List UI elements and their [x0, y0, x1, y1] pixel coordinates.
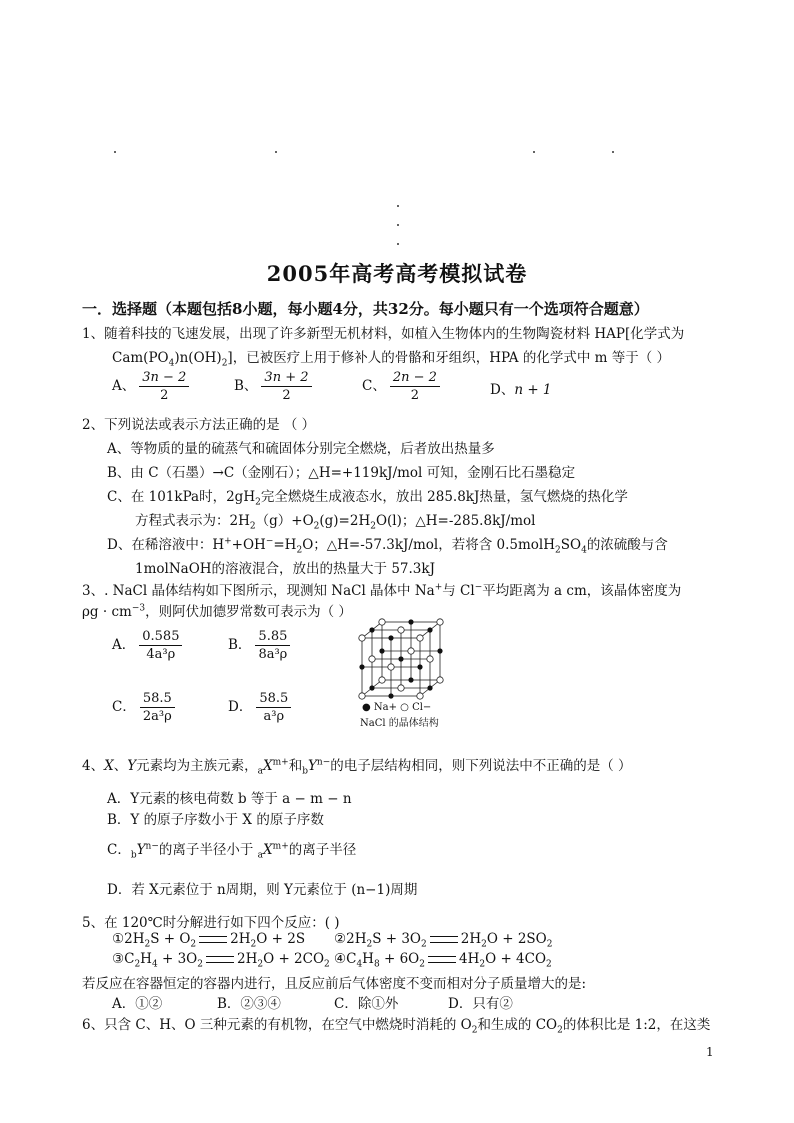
decorative-dot — [397, 224, 399, 226]
q1-option-b[interactable]: B、 $\frac{3n + 2}{2}$ — [234, 369, 316, 404]
q4-option-b[interactable]: B．Y 的原子序数小于 X 的原子序数 — [107, 812, 324, 828]
decorative-dot — [533, 151, 535, 153]
q1-option-c[interactable]: C、 $\frac{2n - 2}{2}$ — [362, 369, 444, 404]
q1-option-d[interactable]: D、n + 1 — [490, 382, 552, 398]
q5-option-b[interactable]: B．②③④ — [217, 996, 281, 1012]
page-title: 2005年高考高考模拟试卷 — [266, 261, 528, 286]
q5-option-c[interactable]: C．除①外 — [334, 996, 399, 1012]
decorative-dot — [114, 151, 116, 153]
q6-stem-line1: 6、只含 C、H、O 三种元素的有机物，在空气中燃烧时消耗的 $O_2$和生成的 $CO_2$的体积比是 1:2，在这类 — [82, 1017, 711, 1036]
q3-option-c[interactable]: C． $\frac{58.5}{\text{2a³ρ}}$ — [112, 690, 179, 725]
q4-stem: 4、X、Y元素均为主族元素，$_aX^{m+}$和$_bY^{n-}$的电子层结构相同，则下列说法中不正确的是（ ） — [82, 757, 632, 777]
q5-reaction-1: $①2H_2S + O_2$ $2H_2O + 2S$ — [112, 931, 306, 950]
q2-option-d-line1[interactable]: D、在稀溶液中：$H^++OH^-=H_2O$；△H=-57.3kJ/mol，若将含 $0.5molH_2SO_4$的浓硫酸与含 — [107, 536, 668, 556]
q3-option-a[interactable]: A． $\frac{0.585}{\text{4a³ρ}}$ — [112, 628, 186, 663]
q2-option-c-line1[interactable]: C、在 101kPa时，$2gH_2$完全燃烧生成液态水，放出 285.8kJ热量，氢气燃烧的热化学 — [107, 489, 628, 508]
q4-option-a[interactable]: A．Y元素的核电荷数 b 等于 a − m − n — [107, 791, 352, 807]
q2-option-a[interactable]: A、等物质的量的硫蒸气和硫固体分别完全燃烧，后者放出热量多 — [107, 441, 495, 457]
q3-option-b[interactable]: B． $\frac{5.85}{\text{8a³ρ}}$ — [228, 628, 294, 663]
nacl-caption: NaCl 的晶体结构 — [360, 718, 439, 729]
q5-option-d[interactable]: D．只有② — [448, 996, 513, 1012]
q4-option-c[interactable]: C．$_bY^{n-}$的离子半径小于 $_aX^{m+}$的离子半径 — [107, 841, 357, 861]
q3-stem-line2: $\rho g \cdot cm^{-3}$，则阿伏加德罗常数可表示为（ ） — [82, 603, 352, 620]
q4-option-d[interactable]: D．若 X元素位于 n周期，则 Y元素位于 (n−1)周期 — [107, 882, 418, 898]
nacl-legend: ● Na+ ○ Cl− — [362, 702, 432, 713]
q1-stem-line1: 1、随着科技的飞速发展，出现了许多新型无机材料，如植入生物体内的生物陶瓷材料 HAP[化学式为 — [82, 326, 685, 342]
q5-reaction-2: $②2H_2S + 3O_2$ $2H_2O + 2SO_2$ — [334, 931, 553, 950]
decorative-dot — [397, 205, 399, 207]
page-number: 1 — [706, 1045, 714, 1059]
q2-option-b[interactable]: B、由 C（石墨）→C（金刚石）；△H=+119kJ/mol 可知，金刚石比石墨稳定 — [107, 465, 576, 481]
q5-reaction-3: $③C_2H_4 + 3O_2$ $2H_2O + 2CO_2$ — [112, 951, 330, 970]
q5-reaction-4: $④C_4H_8 + 6O_2$ $4H_2O + 4CO_2$ — [334, 951, 552, 970]
decorative-dot — [397, 243, 399, 245]
q5-stem: 5、在 120℃时分解进行如下四个反应：( ) — [82, 915, 340, 931]
q1-option-a[interactable]: A、 $\frac{3n - 2}{2}$ — [112, 369, 193, 404]
decorative-dot — [275, 151, 277, 153]
q3-stem-line1: 3、. NaCl 晶体结构如下图所示，现测知 NaCl 晶体中 Na+与 Cl−平均距离为 a cm，该晶体密度为 — [82, 582, 682, 599]
q3-option-d[interactable]: D． $\frac{58.5}{\text{a³ρ}}$ — [228, 690, 295, 725]
q2-option-c-line2: 方程式表示为：$2H_2(g)+O_2(g)=2H_2O(l)$；△H=-285.8kJ/mol — [135, 513, 536, 532]
section-heading: 一．选择题（本题包括8小题，每小题4分，共32分。每小题只有一个选项符合题意） — [82, 300, 649, 318]
q5-question: 若反应在容器恒定的容器内进行，且反应前后气体密度不变而相对分子质量增大的是: — [82, 976, 587, 992]
q5-option-a[interactable]: A．①② — [112, 996, 163, 1012]
decorative-dot — [612, 151, 614, 153]
q2-option-d-line2: 1molNaOH的溶液混合，放出的热量大于 57.3kJ — [135, 561, 435, 577]
nacl-crystal-figure — [356, 618, 448, 700]
q1-stem-line2: $Cam(PO_4)n(OH)_2$]，已被医疗上用于修补人的骨骼和牙组织，HPA 的化学式中 m 等于（ ） — [112, 350, 671, 369]
q2-stem: 2、下列说法或表示方法正确的是 （ ） — [82, 417, 316, 433]
